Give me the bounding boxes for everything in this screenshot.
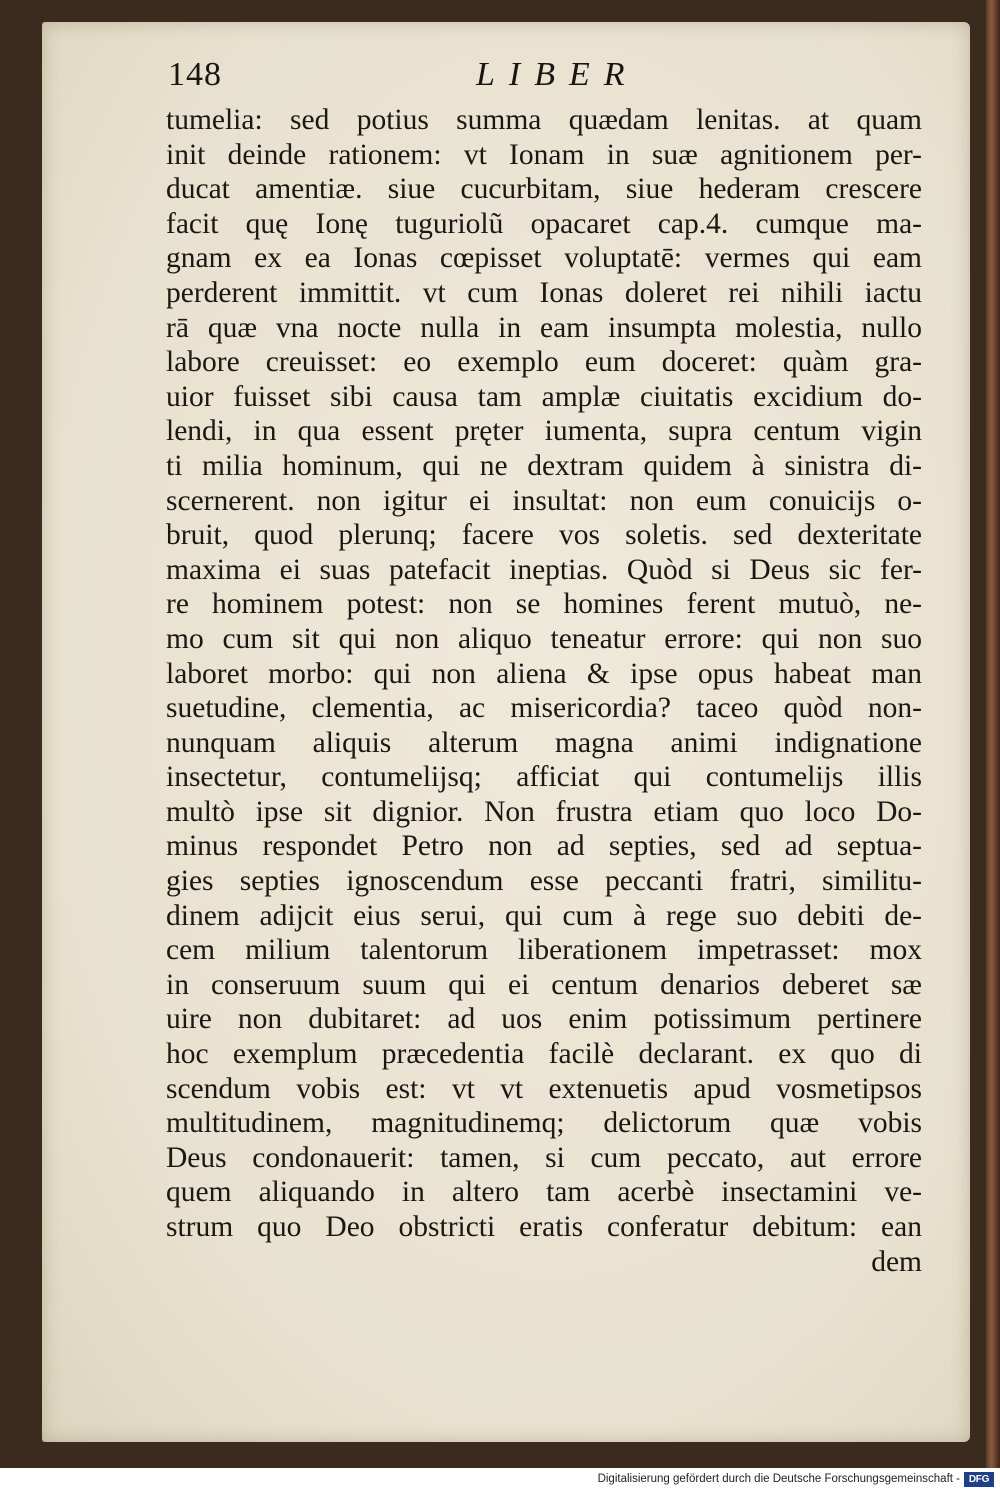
text-line: maxima ei suas patefacit ineptias. Quòd si Deus sic fer- — [166, 553, 922, 586]
text-line: minus respondet Petro non ad septies, sed ad septua- — [166, 830, 922, 863]
text-body — [166, 103, 922, 1279]
text-line: perderent immittit. vt cum Ionas doleret rei nihili iactu — [166, 276, 922, 309]
dfg-logo: DFG — [964, 1472, 994, 1487]
text-line: multitudinem, magnitudinemq; delictorum quæ vobis — [166, 1107, 922, 1140]
funding-credit: Digitalisierung gefördert durch die Deutsche Forschungsgemeinschaft - — [597, 1473, 960, 1485]
footer — [0, 1468, 1000, 1492]
text-line: laboret morbo: qui non aliena & ipse opus habeat man — [166, 657, 922, 690]
text-line: suetudine, clementia, ac misericordia? taceo quòd non- — [166, 692, 922, 725]
text-line: lendi, in qua essent pręter iumenta, supra centum vigin — [166, 415, 922, 448]
text-line: hoc exemplum præcedentia facilè declarant. ex quo di — [166, 1038, 922, 1071]
text-line: insectetur, contumelijsq; afficiat qui contumelijs illis — [166, 761, 922, 794]
text-line: nunquam aliquis alterum magna animi indignatione — [166, 726, 922, 759]
catchword: dem — [871, 1245, 922, 1278]
text-line: init deinde rationem: vt Ionam in suæ agnitionem per- — [166, 138, 922, 171]
text-line: tumelia: sed potius summa quædam lenitas. at quam — [166, 104, 922, 136]
text-line: scendum vobis est: vt vt extenuetis apud vosmetipsos — [166, 1072, 922, 1105]
book-edge — [986, 0, 1000, 1468]
text-line: rā quæ vna nocte nulla in eam insumpta molestia, nullo — [166, 311, 922, 344]
text-line: uire non dubitaret: ad uos enim potissimum pertinere — [166, 1003, 922, 1036]
text-line: dinem adijcit eius serui, qui cum à rege suo debiti de- — [166, 899, 922, 932]
text-line: ducat amentiæ. siue cucurbitam, siue hederam crescere — [166, 173, 922, 206]
page-number: 148 — [168, 56, 222, 93]
text-line: gies septies ignoscendum esse peccanti fratri, similitu- — [166, 865, 922, 898]
text-line: cem milium talentorum liberationem impetrasset: mox — [166, 934, 922, 967]
text-line: facit quę Ionę tuguriolũ opacaret cap.4. cumque ma- — [166, 207, 922, 240]
text-line: mo cum sit qui non aliquo teneatur errore: qui non suo — [166, 622, 922, 655]
text-line: multò ipse sit dignior. Non frustra etiam quo loco Do- — [166, 795, 922, 828]
text-line: in conseruum suum qui ei centum denarios deberet sæ — [166, 968, 922, 1001]
text-line: Deus condonauerit: tamen, si cum peccato, aut errore — [166, 1141, 922, 1174]
text-line: ti milia hominum, qui ne dextram quidem à sinistra di- — [166, 449, 922, 482]
text-line: gnam ex ea Ionas cœpisset voluptatē: vermes qui eam — [166, 242, 922, 275]
text-line: scernerent. non igitur ei insultat: non eum conuicijs o- — [166, 484, 922, 517]
text-line: uior fuisset sibi causa tam amplæ ciuitatis excidium do- — [166, 380, 922, 413]
text-line: labore creuisset: eo exemplo eum doceret: quàm gra- — [166, 346, 922, 379]
text-line: strum quo Deo obstricti eratis conferatur debitum: ean — [166, 1211, 922, 1243]
text-line: bruit, quod plerunq; facere vos soletis. sed dexteritate — [166, 519, 922, 552]
text-line: quem aliquando in altero tam acerbè insectamini ve- — [166, 1176, 922, 1209]
text-line: re hominem potest: non se homines ferent mutuò, ne- — [166, 588, 922, 621]
running-head: LIBER — [476, 56, 639, 93]
page-header — [168, 56, 908, 106]
